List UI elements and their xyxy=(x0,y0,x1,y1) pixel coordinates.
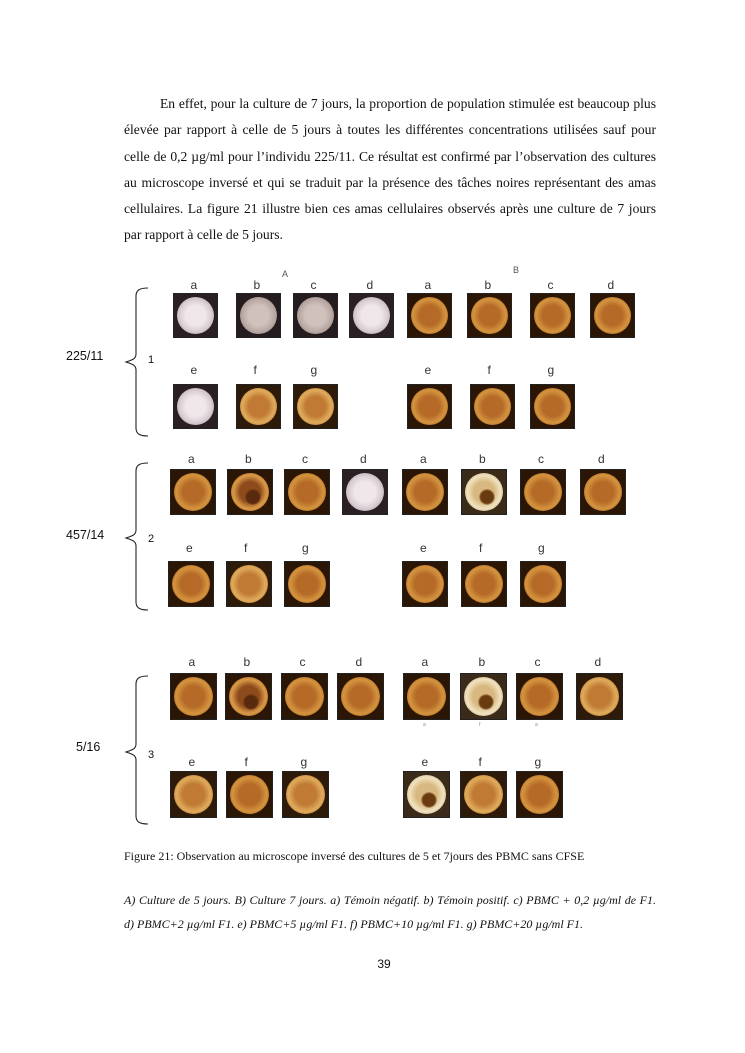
well-label: g xyxy=(538,541,545,555)
well-label: d xyxy=(366,278,374,292)
well-image xyxy=(236,384,281,429)
page-number: 39 xyxy=(377,957,391,971)
well-label: a xyxy=(421,655,429,669)
well-label: g xyxy=(310,363,318,377)
well-label: g xyxy=(302,541,309,555)
well-circle xyxy=(464,775,503,814)
small-mark: a xyxy=(423,722,426,728)
well-label: c xyxy=(299,655,306,669)
well-label: a xyxy=(420,452,427,466)
well-image xyxy=(284,469,330,515)
well-circle xyxy=(177,388,214,425)
well-image xyxy=(580,469,626,515)
well-label: d xyxy=(360,452,367,466)
well-image xyxy=(236,293,281,338)
well-label: e xyxy=(420,541,427,555)
figure-legend: A) Culture de 5 jours. B) Culture 7 jours. a) Témoin négatif. b) Témoin positif. c) PBMC + 0,2 µg/ml de F1. d) PBMC+2 µg/ml F1. e) PBMC+5 µg/ml F1. f) PBMC+10 µg/ml F1. g) PBMC+20 µg/ml F1. xyxy=(124,893,656,931)
well-circle xyxy=(177,297,214,334)
well-label: a xyxy=(188,452,195,466)
well-circle xyxy=(471,297,508,334)
well-label: e xyxy=(424,363,432,377)
well-label: e xyxy=(188,755,196,769)
well-circle xyxy=(297,388,334,425)
individual-label: 457/14 xyxy=(66,528,105,542)
well-label: f xyxy=(244,755,248,769)
well-image xyxy=(402,561,448,607)
cell-cluster-spot xyxy=(245,489,261,505)
well-image xyxy=(402,469,448,515)
well-circle xyxy=(474,388,511,425)
well-image xyxy=(461,469,507,515)
brace-path xyxy=(126,676,148,824)
well-image xyxy=(225,673,272,720)
well-label: f xyxy=(478,755,482,769)
brace-path xyxy=(126,463,148,610)
well-image xyxy=(337,673,384,720)
well-image xyxy=(342,469,388,515)
well-image xyxy=(168,561,214,607)
figure-caption: Figure 21: Observation au microscope inversé des cultures de 5 et 7jours des PBMC sans CFSE xyxy=(124,849,585,863)
body-paragraph xyxy=(124,91,656,249)
well-circle xyxy=(534,297,571,334)
well-circle xyxy=(520,775,559,814)
well-image xyxy=(516,673,563,720)
well-circle xyxy=(174,473,212,511)
well-label: c xyxy=(302,452,308,466)
individual-label: 225/11 xyxy=(66,349,104,363)
well-image xyxy=(170,771,217,818)
well-circle xyxy=(411,388,448,425)
well-label: b xyxy=(479,452,486,466)
row-number: 2 xyxy=(148,533,155,545)
brace-path xyxy=(126,288,148,436)
well-label: c xyxy=(547,278,554,292)
well-label: g xyxy=(534,755,542,769)
well-label: d xyxy=(594,655,602,669)
well-image xyxy=(403,771,450,818)
panel-letter-b: B xyxy=(513,265,520,275)
cell-cluster-spot xyxy=(479,489,495,505)
well-circle xyxy=(288,473,326,511)
well-image xyxy=(460,673,507,720)
well-image xyxy=(226,561,272,607)
well-circle xyxy=(580,677,619,716)
well-circle xyxy=(407,677,446,716)
well-circle xyxy=(584,473,622,511)
well-image xyxy=(170,469,216,515)
well-circle xyxy=(230,775,269,814)
well-label: c xyxy=(538,452,544,466)
well-circle xyxy=(297,297,334,334)
well-label: c xyxy=(310,278,317,292)
well-image xyxy=(170,673,217,720)
well-image xyxy=(226,771,273,818)
well-image xyxy=(293,384,338,429)
row-number: 1 xyxy=(148,354,155,366)
well-label: e xyxy=(421,755,429,769)
well-label: b xyxy=(253,278,261,292)
well-image xyxy=(520,561,566,607)
well-image xyxy=(407,293,452,338)
well-image xyxy=(293,293,338,338)
individual-label: 5/16 xyxy=(76,740,101,754)
well-circle xyxy=(240,388,277,425)
well-image xyxy=(461,561,507,607)
well-image xyxy=(403,673,450,720)
well-label: b xyxy=(245,452,252,466)
well-circle xyxy=(465,565,503,603)
well-label: d xyxy=(598,452,605,466)
well-image xyxy=(284,561,330,607)
well-image xyxy=(460,771,507,818)
well-image xyxy=(530,293,575,338)
well-image xyxy=(282,771,329,818)
row-number: 3 xyxy=(148,749,155,761)
well-image xyxy=(530,384,575,429)
well-image xyxy=(173,293,218,338)
well-circle xyxy=(230,565,268,603)
well-label: f xyxy=(253,363,257,377)
well-image xyxy=(520,469,566,515)
well-label: c xyxy=(534,655,541,669)
well-circle xyxy=(406,565,444,603)
well-circle xyxy=(341,677,380,716)
small-mark: a xyxy=(535,722,538,728)
well-circle xyxy=(288,565,326,603)
well-image xyxy=(576,673,623,720)
well-image xyxy=(349,293,394,338)
well-image xyxy=(227,469,273,515)
well-circle xyxy=(240,297,277,334)
well-label: b xyxy=(484,278,492,292)
well-circle xyxy=(353,297,390,334)
well-label: a xyxy=(424,278,432,292)
curly-brace xyxy=(120,674,150,826)
well-label: b xyxy=(478,655,486,669)
well-label: e xyxy=(186,541,193,555)
well-label: f xyxy=(244,541,248,555)
panel-letter-a: A xyxy=(282,269,289,279)
well-circle xyxy=(524,473,562,511)
curly-brace xyxy=(120,461,150,612)
well-circle xyxy=(534,388,571,425)
well-label: g xyxy=(300,755,308,769)
well-circle xyxy=(346,473,384,511)
well-circle xyxy=(524,565,562,603)
body-paragraph-text: En effet, pour la culture de 7 jours, la proportion de population stimulée est beaucoup plus élevée par rapport à celle de 5 jours à toutes les différentes concentrations utilisées sauf pour celle de 0,2 µg/ml pour l’individu 225/11. Ce résultat est confirmé par l’observation des cultures au microscope inversé et qui se traduit par la présence des tâches noires représentant des amas cellulaires. La figure 21 illustre bien ces amas cellulaires observés après une culture de 7 jours par rapport à celle de 5 jours. xyxy=(124,96,656,243)
well-label: f xyxy=(479,541,483,555)
well-image xyxy=(590,293,635,338)
well-label: a xyxy=(188,655,196,669)
well-circle xyxy=(411,297,448,334)
well-circle xyxy=(174,677,213,716)
well-label: d xyxy=(355,655,363,669)
well-image xyxy=(470,384,515,429)
well-image xyxy=(173,384,218,429)
well-image xyxy=(516,771,563,818)
well-label: d xyxy=(607,278,615,292)
well-image xyxy=(281,673,328,720)
well-label: e xyxy=(190,363,198,377)
well-circle xyxy=(594,297,631,334)
cell-cluster-spot xyxy=(243,694,259,710)
well-circle xyxy=(286,775,325,814)
well-label: g xyxy=(547,363,555,377)
well-circle xyxy=(520,677,559,716)
well-image xyxy=(467,293,512,338)
well-image xyxy=(407,384,452,429)
well-label: b xyxy=(243,655,251,669)
well-label: a xyxy=(190,278,198,292)
small-mark: f xyxy=(479,722,481,728)
well-circle xyxy=(285,677,324,716)
well-circle xyxy=(174,775,213,814)
curly-brace xyxy=(120,286,150,438)
well-circle xyxy=(406,473,444,511)
cell-cluster-spot xyxy=(478,694,494,710)
cell-cluster-spot xyxy=(421,792,437,808)
well-circle xyxy=(172,565,210,603)
well-label: f xyxy=(487,363,491,377)
